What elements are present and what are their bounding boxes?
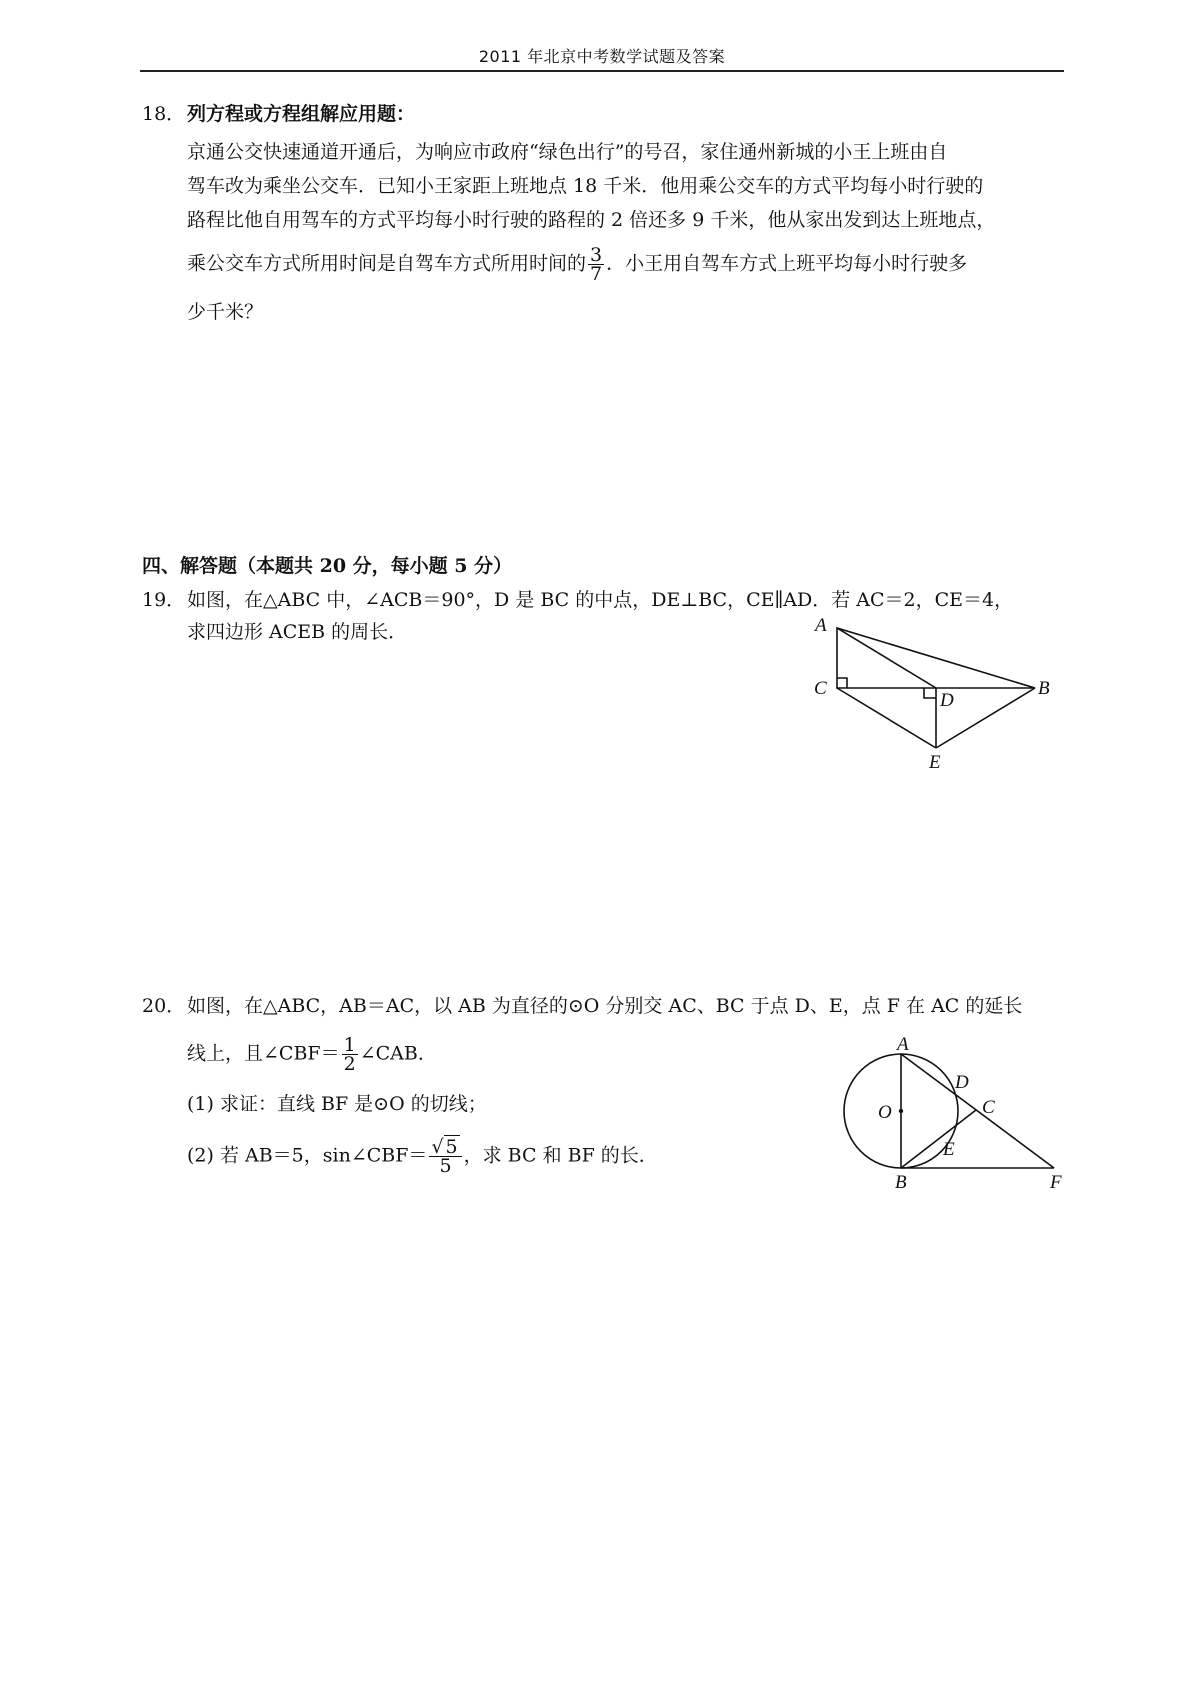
part-1: (1) 求证：直线 BF 是⊙O 的切线； [187, 1093, 487, 1115]
question-number: 18． [142, 103, 186, 125]
question-number: 20． [142, 995, 186, 1017]
point-label-b: B [895, 1172, 907, 1190]
question-title: 列方程或方程组解应用题： [187, 103, 416, 125]
section-title: 四、解答题（本题共 20 分，每小题 5 分） [142, 555, 513, 577]
text-segment: 线上，且∠CBF＝ [187, 1042, 340, 1065]
right-angle-mark [924, 688, 936, 698]
part-2 [187, 1138, 658, 1175]
fraction-denominator: 7 [590, 263, 603, 285]
question-text-line: 驾车改为乘坐公交车．已知小王家距上班地点 18 千米．他用乘公交车的方式平均每小时行驶的 [187, 175, 984, 197]
point-label-b: B [1038, 678, 1050, 699]
segment-bc [901, 1110, 976, 1168]
point-label-c: C [814, 678, 827, 699]
point-label-c: C [982, 1097, 995, 1118]
question-text-line: 如图，在△ABC 中，∠ACB＝90°，D 是 BC 的中点，DE⊥BC，CE∥AD．若 AC＝2，CE＝4， [187, 589, 1014, 611]
sqrt-sign: √ [431, 1136, 444, 1158]
fraction [588, 246, 604, 283]
segment-ad [837, 628, 936, 688]
question-text-line [187, 1036, 437, 1073]
point-label-e: E [929, 752, 941, 768]
header-rule [140, 70, 1064, 72]
text-segment: ∠CAB． [359, 1042, 437, 1065]
segment-ce [837, 688, 936, 748]
sqrt-radicand: 5 [445, 1136, 458, 1158]
question-text-line: 路程比他自用驾车的方式平均每小时行驶的路程的 2 倍还多 9 千米，他从家出发到达上班地点， [187, 209, 996, 231]
point-label-d: D [955, 1072, 969, 1093]
fraction-denominator: 5 [439, 1155, 452, 1177]
point-label-a: A [897, 1034, 909, 1055]
center-point [899, 1109, 903, 1113]
fraction-numerator: 3 [590, 244, 603, 266]
figure-20 [830, 1020, 1070, 1190]
point-label-d: D [940, 690, 954, 711]
question-text-line: 少千米？ [187, 301, 264, 323]
right-angle-mark [837, 678, 847, 688]
question-text-line: 求四边形 ACEB 的周长． [187, 621, 408, 643]
point-label-e: E [943, 1139, 955, 1160]
figure-19 [800, 608, 1060, 768]
question-text-line: 如图，在△ABC，AB＝AC，以 AB 为直径的⊙O 分别交 AC、BC 于点 D、E，点 F 在 AC 的延长 [187, 995, 1023, 1017]
question-text-line: 京通公交快速通道开通后，为响应市政府“绿色出行”的号召，家住通州新城的小王上班由自 [187, 141, 948, 163]
fraction-denominator: 2 [343, 1053, 356, 1075]
question-text-line [187, 246, 967, 283]
point-label-a: A [815, 615, 827, 636]
fraction [342, 1036, 358, 1073]
text-segment: ，求 BC 和 BF 的长． [463, 1144, 658, 1167]
fraction-numerator: 1 [343, 1034, 356, 1056]
question-number: 19． [142, 589, 186, 611]
text-segment: 乘公交车方式所用时间是自驾车方式所用时间的 [187, 252, 587, 275]
page-header: 2011 年北京中考数学试题及答案 [478, 47, 726, 66]
fraction [429, 1138, 461, 1175]
point-label-f: F [1050, 1172, 1062, 1190]
text-segment: (2) 若 AB＝5，sin∠CBF＝ [187, 1144, 428, 1167]
triangle-abc [837, 628, 1035, 688]
point-label-o: O [878, 1102, 892, 1123]
text-segment: ．小王用自驾车方式上班平均每小时行驶多 [606, 252, 968, 275]
